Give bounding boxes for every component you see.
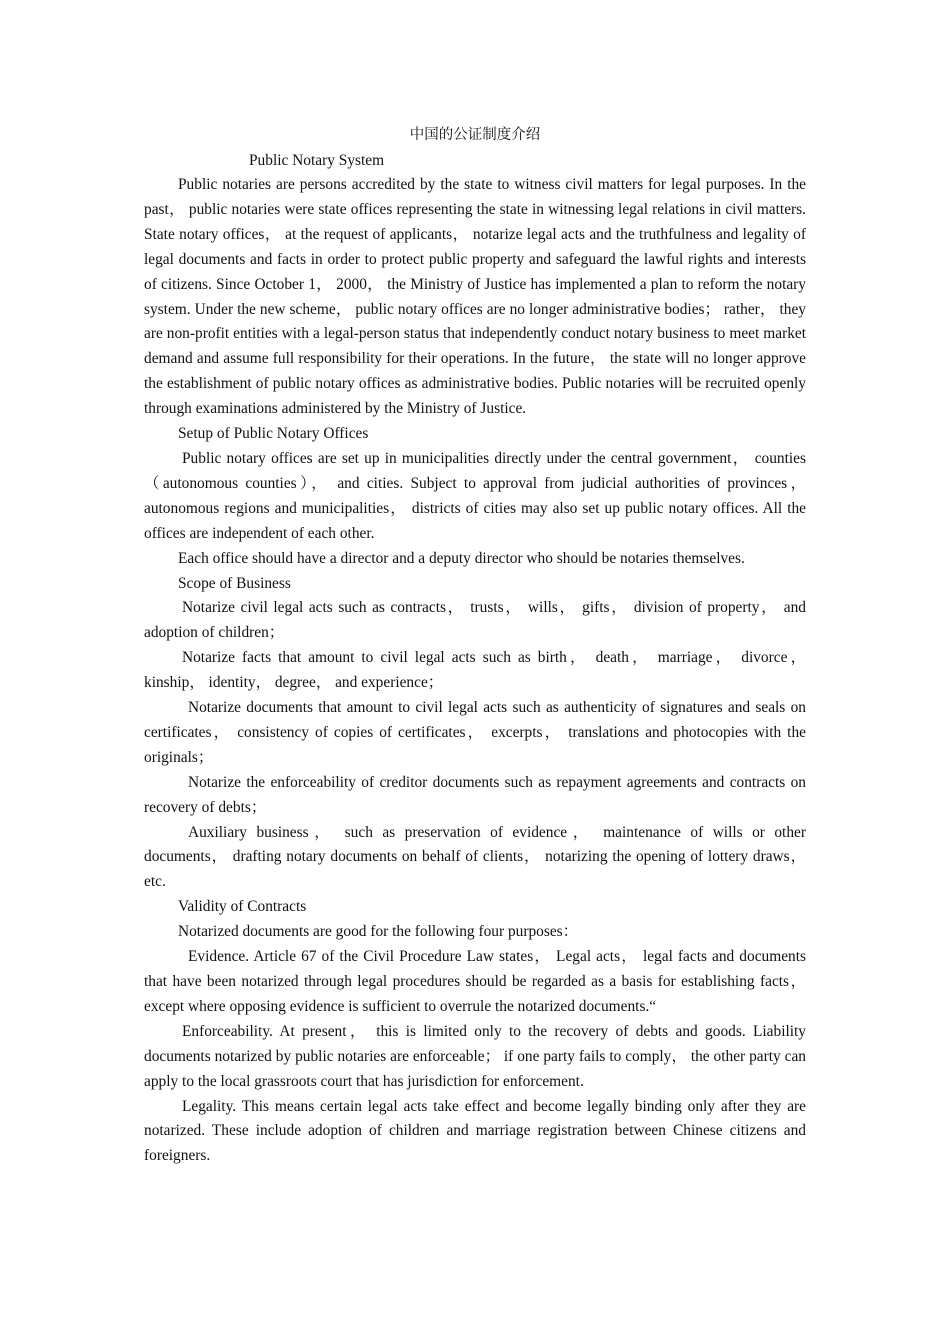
paragraph-intro: Public notaries are persons accredited by the state to witness civil matters for legal purposes. In the past， public notaries were state offices representing the state in witnessing legal relations in civil matters. State notary offices， at the request of applicants， notarize legal acts and the truthfulness and legality of legal documents and facts in order to protect public property and safeguard the lawful rights and interests of citizens. Since October 1， 2000， the Ministry of Justice has implemented a plan to reform the notary system. Under the new scheme， public notary offices are no longer administrative bodies； rather， they are non-profit entities with a legal-person status that independently conduct notary business to meet market demand and assume full responsibility for their operations. In the future， the state will no longer approve the establishment of public notary offices as administrative bodies. Public notaries will be recruited openly through examinations administered by the Ministry of Justice.: [144, 176, 806, 418]
paragraph-setup: Public notary offices are set up in municipalities directly under the central government， counties （autonomous counties）， and cities. Subject to approval from judicial authorities of provinces， autonomous regions and municipalities， districts of cities may also set up public notary offices. All the offices are independent of each other.: [144, 449, 806, 542]
paragraph-legality: Legality. This means certain legal acts take effect and become legally binding only after they are notarized. These include adoption of children and marriage registration between Chinese citizens and foreigners.: [144, 1097, 806, 1165]
section-heading-validity: Validity of Contracts: [178, 898, 307, 916]
list-item-auxiliary: Auxiliary business， such as preservation of evidence， maintenance of wills or other documents， drafting notary documents on behalf of clients， notarizing the opening of lottery draws， etc.: [144, 823, 806, 891]
document-title-chinese: 中国的公证制度介绍: [409, 127, 541, 143]
paragraph-director: Each office should have a director and a deputy director who should be notaries themselves.: [178, 549, 745, 567]
document-page: [144, 122, 806, 1169]
paragraph-purposes: Notarized documents are good for the following four purposes：: [178, 923, 579, 941]
list-item-enforceability: Notarize the enforceability of creditor documents such as repayment agreements and contracts on recovery of debts；: [144, 773, 806, 816]
paragraph-enforceability: Enforceability. At present， this is limited only to the recovery of debts and goods. Liability documents notarized by public notaries are enforceable； if one party fails to comply， the other party can apply to the local grassroots court that has jurisdiction for enforcement.: [144, 1022, 806, 1090]
list-item-civil-acts: Notarize civil legal acts such as contracts， trusts， wills， gifts， division of property， and adoption of children；: [144, 599, 806, 642]
list-item-documents: Notarize documents that amount to civil legal acts such as authenticity of signatures and seals on certificates， consistency of copies of certificates， excerpts， translations and photocopies with the originals；: [144, 699, 806, 766]
section-heading-scope: Scope of Business: [178, 574, 291, 592]
list-item-facts: Notarize facts that amount to civil legal acts such as birth， death， marriage， divorce， kinship， identity， degree， and experience；: [144, 649, 806, 692]
section-heading-setup: Setup of Public Notary Offices: [178, 425, 369, 443]
paragraph-evidence: Evidence. Article 67 of the Civil Procedure Law states， Legal acts， legal facts and documents that have been notarized through legal procedures should be regarded as a basis for establishing facts， except where opposing evidence is sufficient to overrule the notarized documents.“: [144, 948, 806, 1015]
document-subtitle: Public Notary System: [249, 152, 385, 169]
